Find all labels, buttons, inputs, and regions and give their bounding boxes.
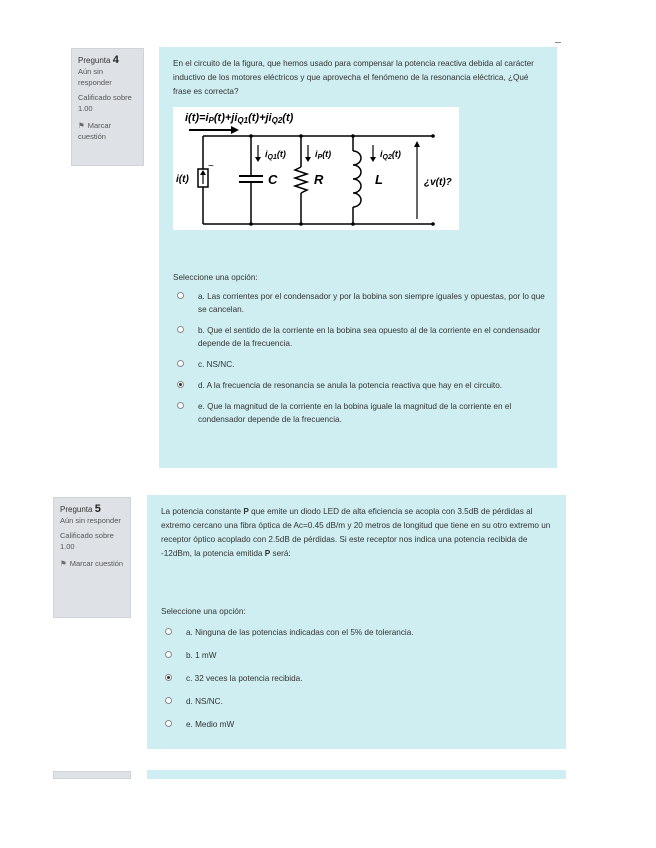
capacitor-current-label: $i_{Q1}(t)$ [265, 149, 286, 161]
q5-option-c[interactable] [165, 672, 555, 685]
option-label: d. A la frecuencia de resonancia se anula la potencia reactiva que hay en el circuito. [198, 381, 503, 390]
radio-button[interactable] [177, 360, 184, 367]
inductor-label: L [375, 172, 383, 187]
flag-label: Marcar cuestión [69, 559, 124, 568]
option-label: c. NS/NC. [198, 360, 235, 369]
resistor-symbol [295, 167, 307, 193]
inductor-current-label: $i_{Q2}(t)$ [380, 149, 401, 161]
option-label: e. Medio mW [186, 720, 235, 729]
question-4-panel [159, 47, 557, 468]
radio-button-selected[interactable] [177, 381, 184, 388]
question-4-options [177, 290, 547, 426]
question-4-number: Pregunta 4 [78, 54, 119, 66]
q5-option-b[interactable] [165, 649, 555, 662]
question-4-select-prompt: Seleccione una opción: [173, 273, 258, 282]
q4-option-e[interactable] [177, 400, 547, 426]
q4-option-c[interactable] [177, 358, 547, 371]
q5-option-e[interactable] [165, 718, 555, 731]
resistor-current-label: $i_P(t)$ [315, 149, 332, 161]
voltage-label: ¿v(t)? [424, 177, 452, 188]
option-label: a. Ninguna de las potencias indicadas con el 5% de tolerancia. [186, 628, 414, 637]
question-5-info [53, 497, 131, 618]
resistor-label: R [314, 172, 324, 187]
q4-option-b[interactable] [177, 324, 547, 350]
separator-dash [555, 42, 561, 43]
question-5-options [165, 626, 555, 731]
option-label: b. Que el sentido de la corriente en la bobina sea opuesto al de la corriente en el condensador depende de la frecuencia. [198, 326, 541, 348]
question-4-flag-button[interactable] [78, 120, 137, 142]
radio-button[interactable] [177, 292, 184, 299]
q4-option-d[interactable] [177, 379, 547, 392]
option-label: a. Las corrientes por el condensador y por la bobina son siempre iguales y opuestas, por lo que se cancelan. [198, 292, 545, 314]
q5-option-a[interactable] [165, 626, 555, 639]
question-5-status: Aún sin responder [60, 516, 121, 525]
question-4-grade: Calificado sobre 1.00 [78, 93, 132, 113]
option-label: e. Que la magnitud de la corriente en la bobina iguale la magnitud de la corriente en el condensador depende de la frecuencia. [198, 402, 512, 424]
radio-button[interactable] [165, 628, 172, 635]
question-4-status: Aún sin responder [78, 67, 112, 87]
flag-icon: ⚑ [78, 121, 85, 130]
question-5-flag-button[interactable] [60, 558, 124, 569]
circuit-diagram [173, 107, 459, 230]
current-arrow-head [231, 126, 239, 134]
option-label: c. 32 veces la potencia recibida. [186, 674, 303, 683]
question-4-text: En el circuito de la figura, que hemos usado para compensar la potencia reactiva debida al carácter inductivo de los motores eléctricos y que aprovecha el fenómeno de la resonancia eléctrica, ¿Qué frase es correcta? [173, 59, 534, 96]
question-4-info [71, 48, 144, 166]
option-label: b. 1 mW [186, 651, 217, 660]
flag-label: Marcar cuestión [78, 121, 112, 141]
radio-button[interactable] [165, 720, 172, 727]
radio-button[interactable] [165, 651, 172, 658]
question-5-text: La potencia constante P que emite un diodo LED de alta eficiencia se acopla con 3.5dB de pérdidas al extremo cercano una fibra óptica de Ac=0.45 dB/m y 20 metros de longitud que tiene en su otro extremo un receptor óptico acoplado con 2.5dB de pérdidas. Si este receptor nos indica una potencia recibida de -12dBm, la potencia emitida P será: [161, 507, 551, 558]
source-label: i(t) [176, 174, 189, 185]
question-6-info [53, 771, 131, 779]
radio-button[interactable] [177, 326, 184, 333]
question-5-number: Pregunta 5 [60, 503, 101, 515]
circuit-title: i(t)=iP(t)+jiQ1(t)+jiQ2(t) [185, 112, 294, 125]
ac-symbol: ~ [208, 161, 214, 172]
inductor-symbol [353, 151, 361, 207]
option-label: d. NS/NC. [186, 697, 223, 706]
circuit-figure [173, 107, 459, 230]
q5-option-d[interactable] [165, 695, 555, 708]
question-5-grade: Calificado sobre 1.00 [60, 531, 114, 551]
question-5-panel [147, 495, 566, 749]
radio-button[interactable] [177, 402, 184, 409]
radio-button-selected[interactable] [165, 674, 172, 681]
capacitor-label: C [268, 172, 278, 187]
flag-icon: ⚑ [60, 559, 67, 568]
q4-option-a[interactable] [177, 290, 547, 316]
question-5-select-prompt: Seleccione una opción: [161, 607, 246, 616]
radio-button[interactable] [165, 697, 172, 704]
question-6-panel [147, 770, 566, 779]
